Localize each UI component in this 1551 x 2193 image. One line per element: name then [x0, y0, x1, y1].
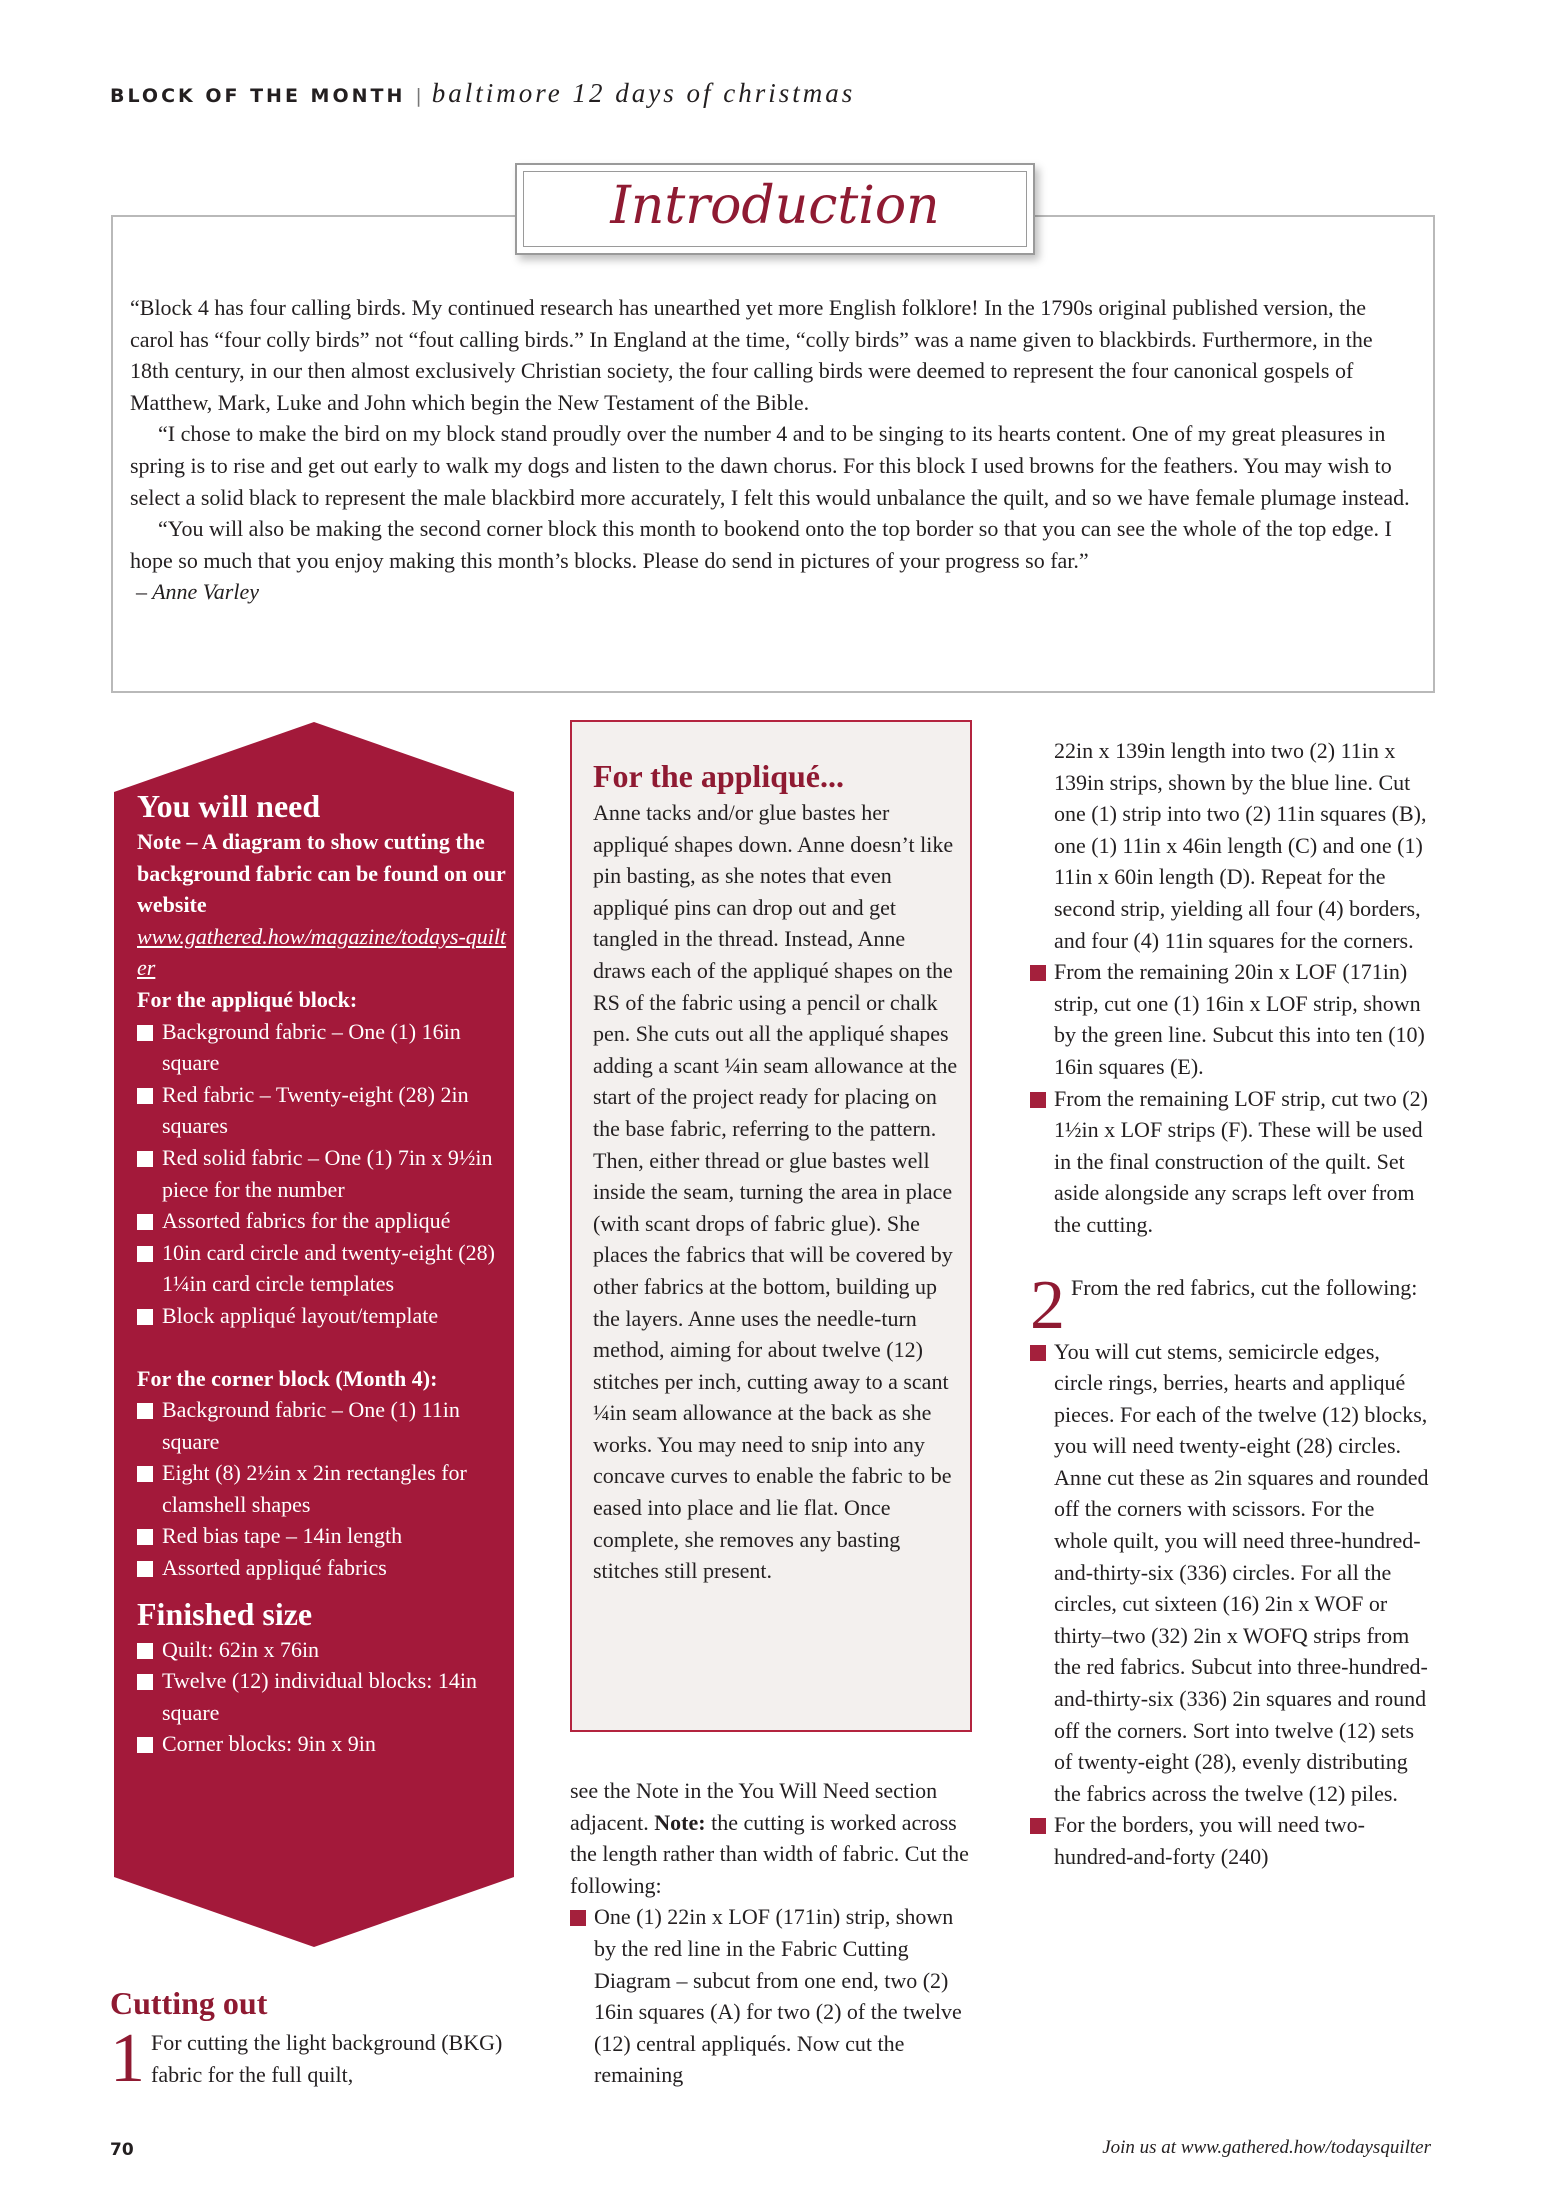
finished-size-title: Finished size — [137, 1595, 313, 1632]
text-span: the cutting is worked across the length rather than width of fabric. Cut the following: — [570, 1809, 969, 1898]
you-will-need-title: You will need — [137, 788, 321, 824]
intro-signature: – Anne Varley — [136, 579, 260, 605]
right-column-text — [1030, 735, 1430, 1873]
list-item: From the remaining 20in x LOF (171in) strip, cut one (1) 16in x LOF strip, shown by the green line. Subcut this into ten (10) 16in squares (E). — [1030, 956, 1430, 1082]
continuation-text: 22in x 139in length into two (2) 11in x 139in strips, shown by the blue line. Cut one (1) strip into two (2) 11in squares (B), one (1) 11in x 46in length (C) and one (1) 11in x 60in length (D). Repeat for the second strip, yielding all four (4) borders, and four (4) 11in squares for the corners. — [1054, 738, 1427, 953]
footer-tagline: Join us at www.gathered.how/todaysquilter — [1102, 2137, 1431, 2158]
list-item: From the remaining LOF strip, cut two (2) 1½in x LOF strips (F). These will be used in the final construction of the quilt. Set aside alongside any scraps left over from the cutting. — [1030, 1083, 1430, 1241]
intro-paragraph: “Block 4 has four calling birds. My continued research has unearthed yet more English folklore! In the 1790s original published version, the carol has “four colly birds” not “fout calling birds.” In England at the time, “colly birds” was a name given to blackbirds. Furthermore, in the 18th century, in our then almost exclusively Christian society, the four calling birds were deemed to represent the four canonical gospels of Matthew, Mark, Luke and John which begin the New Testament of the Bible. — [130, 295, 1373, 415]
you-will-need-content — [137, 786, 509, 1760]
list-item: Corner blocks: 9in x 9in — [137, 1728, 509, 1760]
text-span: see the Note in the You Will Need section adjacent. — [570, 1778, 938, 1835]
list-item: Eight (8) 2½in x 2in rectangles for clamshell shapes — [137, 1457, 509, 1520]
list-item: Block appliqué layout/template — [137, 1300, 509, 1332]
running-header — [110, 78, 855, 109]
cutting-out-title: Cutting out — [110, 1985, 268, 2021]
header-separator: | — [415, 85, 422, 107]
applique-title: For the appliqué... — [593, 758, 844, 794]
cutting-step-2 — [1030, 1266, 1430, 1344]
you-will-need-note: Note – A diagram to show cutting the background fabric can be found on our website — [137, 829, 506, 918]
list-item: Assorted appliqué fabrics — [137, 1552, 509, 1584]
step-number: 2 — [1030, 1266, 1065, 1344]
middle-column-text — [570, 1775, 980, 2091]
list-item: For the borders, you will need two-hundred-and-forty (240) — [1030, 1809, 1430, 1872]
intro-title: Introduction — [610, 176, 940, 236]
step-text: For cutting the light background (BKG) fabric for the full quilt, — [151, 2030, 503, 2087]
list-item: Background fabric – One (1) 16in square — [137, 1016, 509, 1079]
header-section: BLOCK OF THE MONTH — [110, 85, 406, 107]
cutting-step-1 — [110, 2020, 505, 2097]
list-item: You will cut stems, semicircle edges, circle rings, berries, hearts and appliqué pieces. For each of the twelve (12) blocks, you will need twenty-eight (28) circles. Anne cut these as 2in squares and rounded off the corners with scissors. For the whole quilt, you will need three-hundred-and-thirty-six (336) circles. For all the circles, cut sixteen (16) 2in x WOF or thirty–two (32) 2in x WOFQ strips from the red fabrics. Subcut into three-hundred-and-thirty-six (336) 2in squares and round off the corners. Sort into twelve (12) sets of twenty-eight (28), evenly distributing the fabrics across the twelve (12) piles. — [1030, 1336, 1430, 1810]
step-number: 1 — [110, 2020, 145, 2097]
list-item: Red fabric – Twenty-eight (28) 2in squares — [137, 1079, 509, 1142]
list-item: Background fabric – One (1) 11in square — [137, 1394, 509, 1457]
list-item: One (1) 22in x LOF (171in) strip, shown by the red line in the Fabric Cutting Diagram – subcut from one end, two (2) 16in squares (A) for two (2) of the twelve (12) central appliqués. Now cut the remaining — [570, 1901, 980, 2091]
page-number: 70 — [110, 2140, 134, 2160]
applique-text: Anne tacks and/or glue bastes her appliqué shapes down. Anne doesn’t like pin basting, as she notes that even appliqué pins can drop out and get tangled in the thread. Instead, Anne draws each of the appliqué shapes on the RS of the fabric using a pencil or chalk pen. She cuts out all the appliqué shapes adding a scant ¼in seam allowance at the start of the project ready for placing on the base fabric, referring to the pattern. Then, either thread or glue bastes well inside the seam, turning the area in place (with scant drops of fabric glue). She places the fabrics that will be covered by other fabrics at the bottom, building up the layers. Anne uses the needle-turn method, aiming for about twelve (12) stitches per inch, cutting away to a scant ¼in seam allowance at the back as she works. You may need to snip into any concave curves to enable the fabric to be eased into place and lie flat. Once complete, she removes any basting stitches still present. — [593, 800, 958, 1584]
step-text: From the red fabrics, cut the following: — [1071, 1274, 1418, 1300]
list-item: Red solid fabric – One (1) 7in x 9½in piece for the number — [137, 1142, 509, 1205]
corner-block-heading: For the corner block (Month 4): — [137, 1365, 438, 1391]
intro-paragraph: “I chose to make the bird on my block stand proudly over the number 4 and to be singing to its hearts content. One of my great pleasures in spring is to rise and get out early to walk my dogs and listen to the dawn chorus. For this block I used browns for the feathers. You may wish to select a solid black to represent the male blackbird more accurately, I felt this would unbalance the quilt, and so we have female plumage instead. — [130, 421, 1410, 510]
intro-paragraph: “You will also be making the second corner block this month to bookend onto the top border so that you can see the whole of the top edge. I hope so much that you enjoy making this month’s blocks. Please do send in pictures of your progress so far.” — [130, 516, 1392, 573]
header-subtitle: baltimore 12 days of christmas — [431, 78, 856, 108]
applique-block-heading: For the appliqué block: — [137, 986, 358, 1012]
list-item: Twelve (12) individual blocks: 14in square — [137, 1665, 509, 1728]
list-item: Quilt: 62in x 76in — [137, 1634, 509, 1666]
list-item: Red bias tape – 14in length — [137, 1520, 509, 1552]
note-label: Note: — [654, 1809, 706, 1835]
website-link[interactable]: www.gathered.how/magazine/todays-quilter — [137, 923, 507, 981]
list-item: 10in card circle and twenty-eight (28) 1¼in card circle templates — [137, 1237, 509, 1300]
intro-text — [130, 292, 1415, 608]
list-item: Assorted fabrics for the appliqué — [137, 1205, 509, 1237]
